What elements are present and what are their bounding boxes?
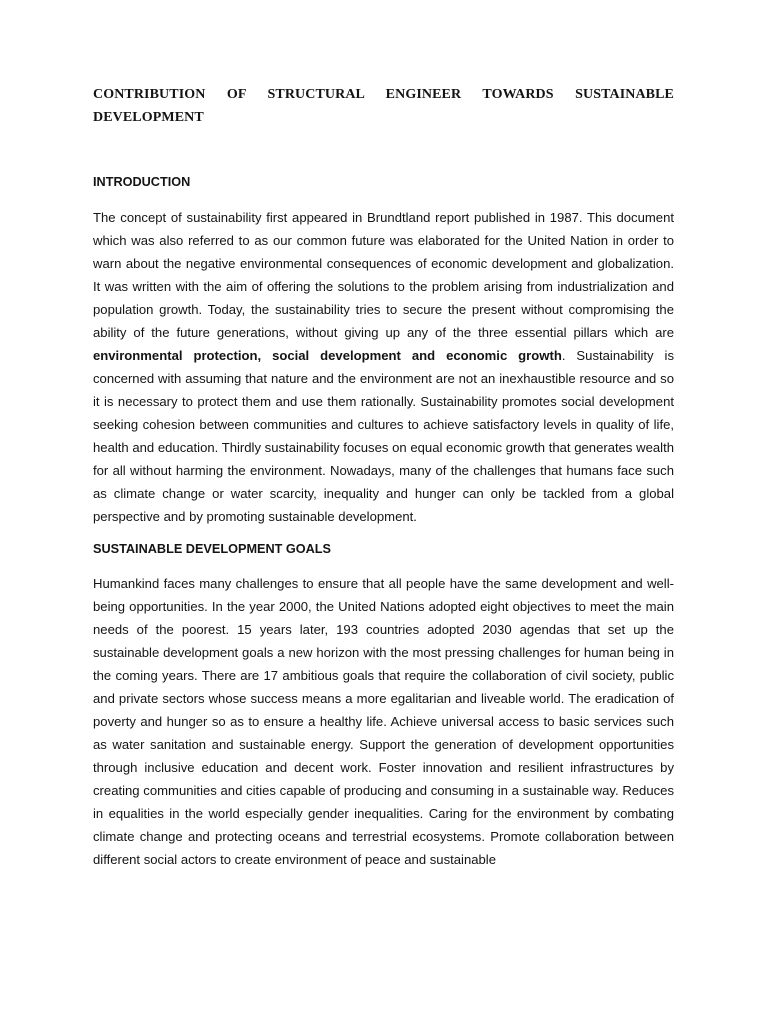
sdg-heading: SUSTAINABLE DEVELOPMENT GOALS: [93, 542, 332, 556]
sdg-paragraph: Humankind faces many challenges to ensure that all people have the same development and well-being opportunities. In the year 2000, the United Nations adopted eight objectives to meet the main needs of the poorest. 15 years later, 193 countries adopted 2030 agendas that set up the sustainable development goals a new horizon with the most pressing challenges for human being in the coming years. There are 17 ambitious goals that require the collaboration of civil society, public and private sectors whose success means a more egalitarian and liveable world. The eradication of poverty and hunger so as to ensure a healthy life. Achieve universal access to basic services such as water sanitation and sustainable energy. Support the generation of development opportunities through inclusive education and decent work. Foster innovation and resilient infrastructures by creating communities and cities capable of producing and consuming in a sustainable way. Reduces in equalities in the world especially gender inequalities. Caring for the environment by combating climate change and protecting oceans and terrestrial ecosystems. Promote collaboration between different social actors to create environment of peace and sustainable: [93, 576, 674, 867]
introduction-text-start: The concept of sustainability first appeared in Brundtland report published in 1987. This document which was also referred to as our common future was elaborated for the United Nation in order to warn about the negative environmental consequences of economic development and globalization. It was written with the aim of offering the solutions to the problem arising from industrialization and population growth. Today, the sustainability tries to secure the present without compromising the ability of the future generations, without giving up any of the three essential pillars which are: [93, 210, 674, 340]
document-page: [93, 84, 674, 871]
document-title-line-1: CONTRIBUTION OF STRUCTURAL ENGINEER TOWARDS SUSTAINABLE: [93, 87, 674, 102]
document-title-line-2: DEVELOPMENT: [93, 109, 204, 125]
introduction-text-end: . Sustainability is concerned with assuming that nature and the environment are not an inexhaustible resource and so it is necessary to protect them and use them rationally. Sustainability promotes social development seeking cohesion between communities and cultures to achieve satisfactory levels in quality of life, health and education. Thirdly sustainability focuses on equal economic growth that generates wealth for all without harming the environment. Nowadays, many of the challenges that humans face such as climate change or water scarcity, inequality and hunger can only be tackled from a global perspective and by promoting sustainable development.: [93, 348, 674, 524]
introduction-heading: INTRODUCTION: [93, 175, 191, 189]
introduction-paragraph: [93, 206, 674, 528]
introduction-bold-pillars: environmental protection, social development and economic growth: [93, 348, 562, 363]
document-title: [93, 84, 674, 129]
